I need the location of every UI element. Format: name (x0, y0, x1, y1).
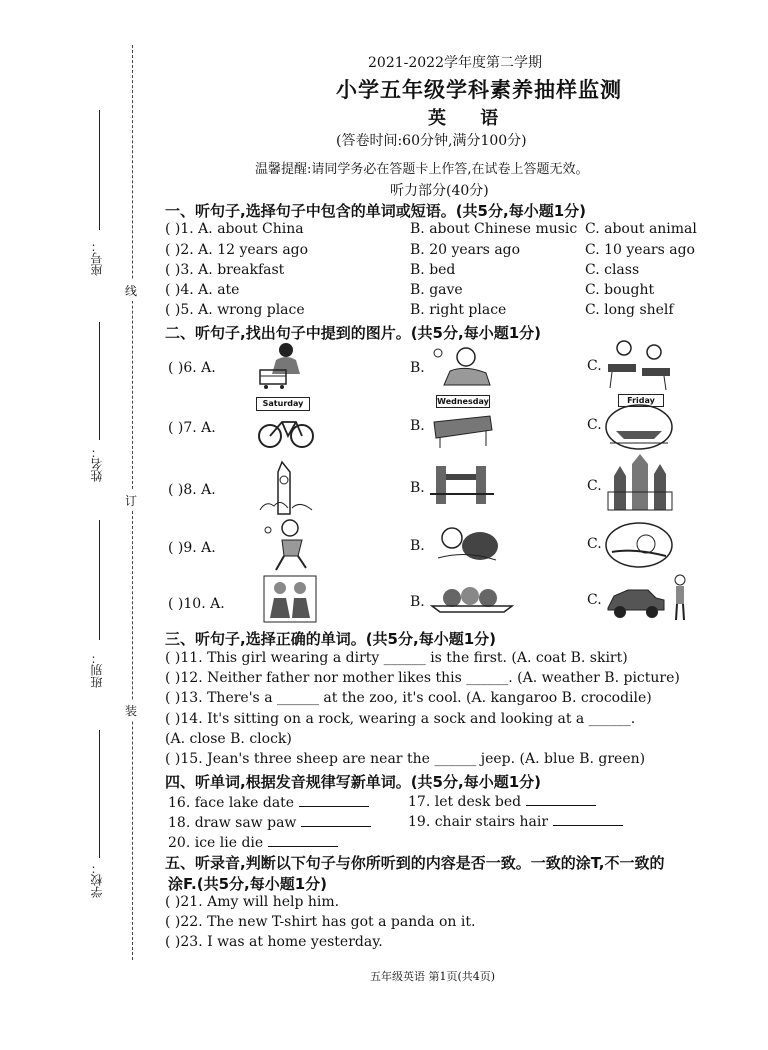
q1-option-b: B. about Chinese music (410, 221, 578, 237)
q7-boat-picture (604, 403, 674, 451)
q7-bicycle-picture (256, 410, 316, 452)
q7-friday-sign: Friday (618, 394, 664, 407)
school-label: 学校： (90, 862, 104, 898)
q8-big-ben-picture (258, 460, 314, 516)
school-line (99, 730, 100, 858)
seat-line (99, 110, 100, 230)
q6-number: ( )6. A. (168, 360, 216, 376)
q3-option-b: B. bed (410, 262, 456, 278)
cut-mark-ding: 订 (125, 490, 137, 511)
q9-b-label: B. (410, 538, 425, 554)
q10-fruit-plate-picture (430, 586, 514, 614)
q23-sentence: ( )23. I was at home yesterday. (165, 934, 383, 950)
q8-b-label: B. (410, 480, 425, 496)
subject-title: 英 语 (428, 108, 513, 129)
q18-words: 18. draw saw paw (168, 815, 297, 831)
q8-castle-picture (604, 452, 676, 512)
cut-mark-xian: 线 (125, 280, 137, 301)
q17-answer-blank (526, 793, 596, 806)
class-line (99, 520, 100, 640)
q10-grandparents-picture (262, 574, 318, 624)
exam-year: 2021-2022学年度第二学期 (368, 55, 542, 71)
cut-mark-zhuang: 装 (125, 700, 137, 721)
q13-sentence: ( )13. There's a ______ at the zoo, it's cool. (A. kangaroo B. crocodile) (165, 690, 652, 706)
q7-saturday-sign: Saturday (256, 397, 310, 411)
q5-option-b: B. right place (410, 302, 507, 318)
q6-sleeping-child-picture (430, 345, 500, 390)
q1-option-a: ( )1. A. about China (165, 221, 304, 237)
q10-number: ( )10. A. (168, 596, 225, 612)
exam-title: 小学五年级学科素养抽样监测 (336, 77, 622, 102)
seat-label: 座号： (90, 240, 104, 276)
q19-answer-blank (553, 813, 623, 826)
q7-c-label: C. (587, 417, 602, 433)
q21-sentence: ( )21. Amy will help him. (165, 894, 340, 910)
q20-answer-blank (268, 834, 338, 847)
section-2-heading: 二、听句子,找出句子中提到的图片。(共5分,每小题1分) (165, 324, 541, 342)
q17-item (408, 793, 596, 810)
q17-words: 17. let desk bed (408, 794, 522, 810)
q6-girl-shopping-picture (254, 340, 314, 390)
section-1-heading: 一、听句子,选择句子中包含的单词或短语。(共5分,每小题1分) (165, 202, 586, 220)
q6-classroom-picture (604, 334, 674, 392)
q16-answer-blank (299, 794, 369, 807)
section-3-heading: 三、听句子,选择正确的单词。(共5分,每小题1分) (165, 630, 496, 648)
q4-option-c: C. bought (585, 282, 655, 298)
q18-answer-blank (301, 814, 371, 827)
q6-c-label: C. (587, 358, 602, 374)
q7-wednesday-sign: Wednesday (437, 397, 489, 406)
q7-number: ( )7. A. (168, 420, 216, 436)
listening-part-title: 听力部分(40分) (390, 183, 489, 199)
q11-sentence: ( )11. This girl wearing a dirty ______ is the first. (A. coat B. skirt) (165, 650, 628, 666)
q14-options: (A. close B. clock) (165, 731, 292, 747)
q8-tower-bridge-picture (430, 460, 494, 506)
q6-b-label: B. (410, 360, 425, 376)
exam-time: (答卷时间:60分钟,满分100分) (336, 133, 527, 149)
q10-car-and-man-picture (604, 572, 690, 622)
q2-option-a: ( )2. A. 12 years ago (165, 242, 309, 258)
q4-option-a: ( )4. A. ate (165, 282, 240, 298)
q22-sentence: ( )22. The new T-shirt has got a panda on it. (165, 914, 476, 930)
q7-b-label: B. (410, 418, 425, 434)
q5-option-c: C. long shelf (585, 302, 674, 318)
q9-sleeping-picture (432, 520, 500, 564)
q9-c-label: C. (587, 536, 602, 552)
section-5-heading: 五、听录音,判断以下句子与你所听到的内容是否一致。一致的涂T,不一致的 (165, 854, 665, 872)
q1-option-c: C. about animal (585, 221, 697, 237)
warm-tip: 温馨提醒:请同学务必在答题卡上作答,在试卷上答题无效。 (255, 162, 589, 177)
q14-sentence: ( )14. It's sitting on a rock, wearing a sock and looking at a ______. (165, 711, 636, 727)
q15-sentence: ( )15. Jean's three sheep are near the ______ jeep. (A. blue B. green) (165, 751, 646, 767)
q16-item (168, 794, 369, 811)
q16-words: 16. face lake date (168, 795, 295, 811)
q5-option-a: ( )5. A. wrong place (165, 302, 305, 318)
q9-running-boy-picture (262, 518, 318, 574)
q2-option-c: C. 10 years ago (585, 242, 695, 258)
q20-item (168, 834, 338, 851)
q10-c-label: C. (587, 592, 602, 608)
q9-child-in-bed-picture (604, 520, 674, 570)
name-line (99, 322, 100, 440)
q20-words: 20. ice lie die (168, 835, 264, 851)
q2-option-b: B. 20 years ago (410, 242, 521, 258)
q9-number: ( )9. A. (168, 540, 216, 556)
q18-item (168, 814, 371, 831)
section-4-heading: 四、听单词,根据发音规律写新单词。(共5分,每小题1分) (165, 773, 541, 791)
q19-words: 19. chair stairs hair (408, 814, 549, 830)
q3-option-a: ( )3. A. breakfast (165, 262, 285, 278)
page-footer: 五年级英语 第1页(共4页) (370, 970, 496, 983)
q12-sentence: ( )12. Neither father nor mother likes this ______. (A. weather B. picture) (165, 670, 680, 686)
q8-number: ( )8. A. (168, 482, 216, 498)
section-5-heading-cont: 涂F.(共5分,每小题1分) (168, 875, 328, 893)
class-label: 班别： (90, 652, 104, 688)
q10-b-label: B. (410, 594, 425, 610)
q8-c-label: C. (587, 478, 602, 494)
q7-table-tennis-picture (432, 408, 494, 448)
q19-item (408, 813, 623, 830)
name-label: 姓名： (90, 446, 104, 482)
q3-option-c: C. class (585, 262, 640, 278)
q4-option-b: B. gave (410, 282, 463, 298)
